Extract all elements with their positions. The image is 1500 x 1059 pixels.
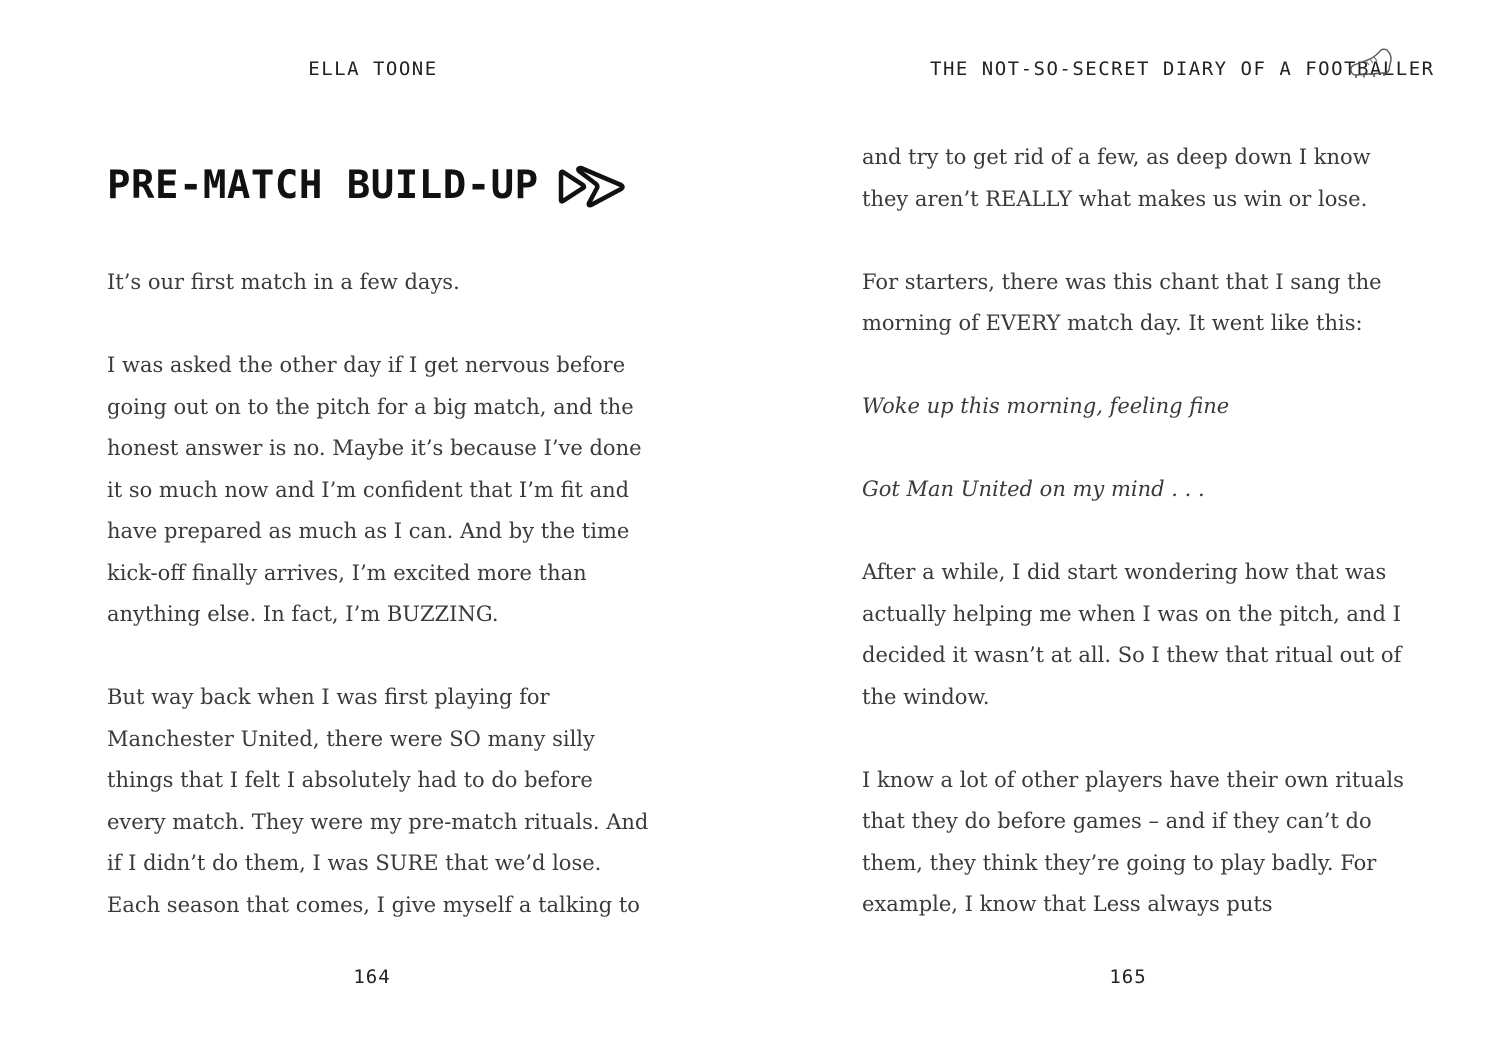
paragraph: But way back when I was first playing for Manchester United, there were SO many silly things that I felt I absolutely had to do before every match. They were my pre-match rituals. And if I didn’t do them, I was SURE that we’d lose. Each season that comes, I give myself a talking to xyxy=(107,685,649,917)
chapter-heading xyxy=(107,163,627,208)
paragraph: I was asked the other day if I get nervous before going out on to the pitch for a big match, and the honest answer is no. Maybe it’s because I’ve done it so much now and I’m confident that I’m fit and have prepared as much as I can. And by the time kick-off finally arrives, I’m excited more than anything else. In fact, I’m BUZZING. xyxy=(107,353,642,626)
chapter-title: PRE-MATCH BUILD-UP xyxy=(107,163,539,208)
football-boot-icon xyxy=(1348,46,1394,80)
page-number-right: 165 xyxy=(1109,966,1147,988)
left-body-text xyxy=(107,262,655,926)
paragraph: and try to get rid of a few, as deep down I know they aren’t REALLY what makes us win or lose. xyxy=(862,145,1371,211)
double-arrow-icon xyxy=(555,164,627,208)
paragraph: For starters, there was this chant that I sang the morning of EVERY match day. It went like this: xyxy=(862,269,1382,335)
paragraph: It’s our first match in a few days. xyxy=(107,270,460,294)
paragraph: After a while, I did start wondering how that was actually helping me when I was on the pitch, and I decided it wasn’t at all. So I thew that ritual out of the window. xyxy=(862,560,1402,709)
chant-line: Woke up this morning, feeling fine xyxy=(862,394,1230,418)
chant-line: Got Man United on my mind . . . xyxy=(862,477,1205,501)
right-body-text xyxy=(862,137,1410,926)
running-head-title: THE NOT-SO-SECRET DIARY OF A FOOTBALLER xyxy=(930,58,1435,80)
right-page xyxy=(750,0,1500,1059)
paragraph: I know a lot of other players have their own rituals that they do before games – and if they can’t do them, they think they’re going to play badly. For example, I know that Less always puts xyxy=(862,767,1404,916)
running-head-author: ELLA TOONE xyxy=(308,58,438,80)
page-number-left: 164 xyxy=(353,966,391,988)
